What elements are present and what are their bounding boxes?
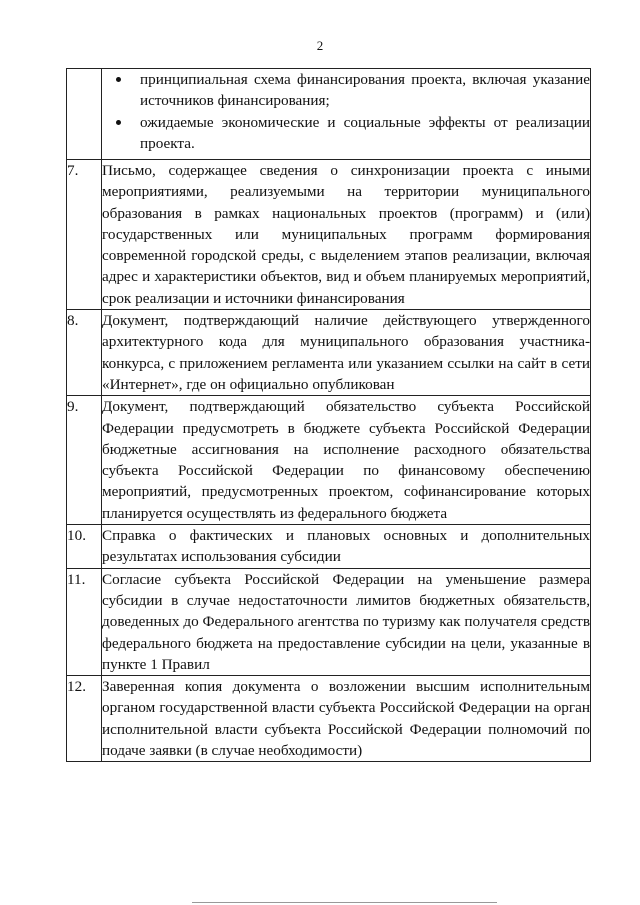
bullet-item (140, 69, 590, 112)
page-number: 2 (316, 38, 324, 53)
row-number: 8. (67, 310, 102, 396)
row-number: 12. (67, 676, 102, 762)
document-table (66, 68, 591, 762)
bullet-item (140, 112, 590, 155)
table-row (67, 676, 591, 762)
row-text: Письмо, содержащее сведения о синхронизации проекта с иными мероприятиями, реализуемыми на территории муниципального образования в рамках национальных проектов (программ) и (или) государственных или муниципальных программ формирования современной городской среды, с выделением этапов реализации, включая адрес и характеристики объектов, вид и объем планируемых мероприятий, срок реализации и источники финансирования (102, 160, 591, 310)
bullet-icon (116, 77, 121, 82)
row-text: Заверенная копия документа о возложении высшим исполнительным органом государственной власти субъекта Российской Федерации на орган исполнительной власти субъекта Российской Федерации полномочий по подаче заявки (в случае необходимости) (102, 676, 591, 762)
row-text: Согласие субъекта Российской Федерации на уменьшение размера субсидии в случае недостаточности лимитов бюджетных обязательств, доведенных до Федерального агентства по туризму как получателя средств федерального бюджета на предоставление субсидии на цели, указанные в пункте 1 Правил (102, 568, 591, 675)
row-text: Документ, подтверждающий наличие действующего утвержденного архитектурного кода для муниципального образования участника-конкурса, с приложением регламента или указанием ссылки на сайт в сети «Интернет», где он официально опубликован (102, 310, 591, 396)
bullet-icon (116, 120, 121, 125)
bullet-list (102, 69, 590, 154)
table-row-continuation (67, 69, 591, 160)
row-number: 11. (67, 568, 102, 675)
table-row (67, 525, 591, 569)
bullet-text: принципиальная схема финансирования проекта, включая указание источников финансирования; (140, 71, 590, 110)
row-text: Документ, подтверждающий обязательство субъекта Российской Федерации предусмотреть в бюджете субъекта Российской Федерации бюджетные ассигнования на исполнение расходного обязательства субъекта Российской Федерации по финансовому обеспечению мероприятий, предусмотренных проектом, софинансирование которых планируется осуществлять из федерального бюджета (102, 396, 591, 525)
table-row (67, 160, 591, 310)
page-bottom-rule (192, 902, 497, 903)
bullet-text: ожидаемые экономические и социальные эффекты от реализации проекта. (140, 113, 590, 152)
table-row (67, 396, 591, 525)
table-row (67, 568, 591, 675)
table-row (67, 310, 591, 396)
row-number: 10. (67, 525, 102, 569)
row-number: 9. (67, 396, 102, 525)
row-number: 7. (67, 160, 102, 310)
row-text: Справка о фактических и плановых основных и дополнительных результатах использования субсидии (102, 525, 591, 569)
row-text-cell (102, 69, 591, 160)
row-number-cell (67, 69, 102, 160)
